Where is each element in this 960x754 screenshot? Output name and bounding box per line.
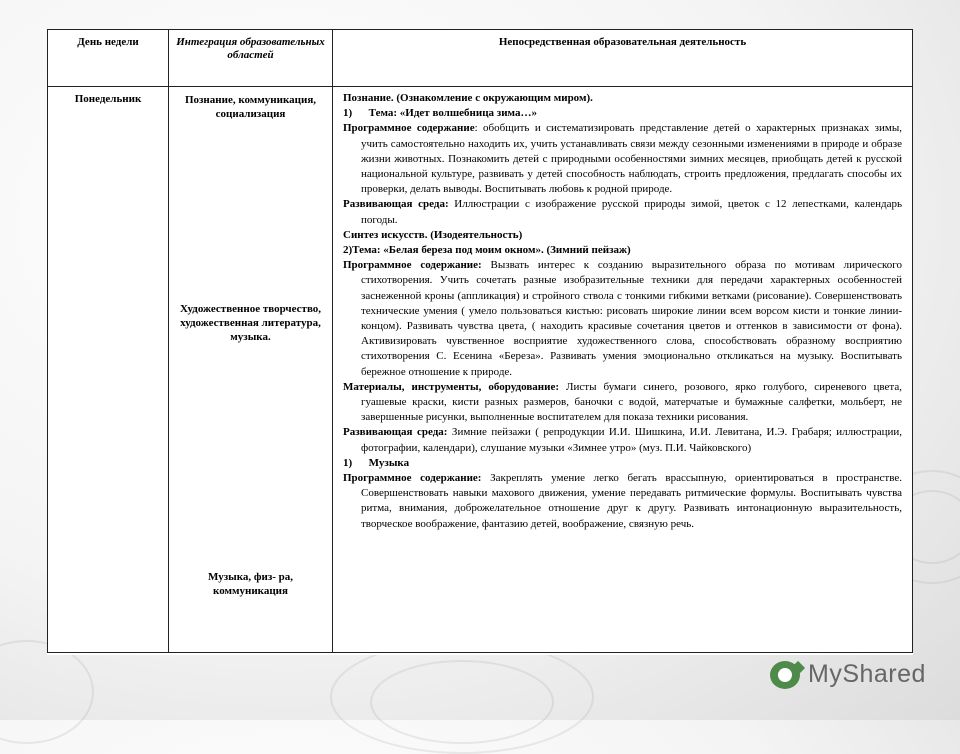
section-heading: Синтез искусств. (Изодеятельность) bbox=[343, 228, 523, 241]
myshared-logo-icon bbox=[770, 661, 800, 689]
header-integration: Интеграция образовательных областей bbox=[169, 30, 333, 87]
paragraph-lead: Программное содержание bbox=[343, 122, 475, 135]
paragraph-lead: Развивающая среда: bbox=[343, 426, 448, 439]
paragraph-lead: Программное содержание: bbox=[343, 259, 482, 272]
watermark-text: MyShared bbox=[808, 660, 926, 688]
integration-area: Познание, коммуникация, социализация bbox=[184, 94, 317, 120]
document-page bbox=[47, 29, 913, 655]
program-content bbox=[343, 471, 902, 532]
myshared-watermark bbox=[770, 660, 926, 689]
cell-integration bbox=[169, 87, 333, 653]
table-header-row bbox=[48, 30, 913, 87]
table-row bbox=[48, 87, 913, 653]
paragraph-text: Вызвать интерес к созданию выразительного образа по мотивам лирического стихотворения. Учить сочетать разные изобразительные техники для передачи характерных особенностей заснеженной кроны (аппликация) и стройного ствола с тонкими гибкими ветками (рисование). Совершенствовать технические умения ( умело пользоваться кистью: рисовать широкие линии всем ворсом кисти и тонкие линии- концом). Развивать чувства цвета, ( находить красивые сочетания цветов и оттенков в зависимости от фона). Активизировать чувственное восприятие художественного слова, способствовать образному восприятию стихотворения С. Есенина «Береза». Развивать умения эмоционально откликаться на музыку. Воспитывать бережное отношение к природе. bbox=[361, 259, 902, 378]
paragraph-lead: Развивающая среда: bbox=[343, 198, 449, 211]
cell-day: Понедельник bbox=[48, 87, 169, 653]
paragraph-text: Зимние пейзажи ( репродукции И.И. Шишкина, И.И. Левитана, И.Э. Грабаря; иллюстрации, фотографии, календари), слушание музыки «Зимнее утро» (муз. П.И. Чайковского) bbox=[361, 426, 902, 454]
ripple-ring bbox=[0, 640, 94, 744]
lesson-plan-table bbox=[47, 29, 913, 653]
paragraph-text: Закреплять умение легко бегать врассыпную, ориентироваться в пространстве. Совершенствовать навыки махового движения, умение передавать ритмические формулы. Воспитывать чувства ритма, внимания, доброжелательное отношение друг к другу. Развивать интонационную выразительность, творческое воображение, фантазию детей, воображение, связную речь. bbox=[361, 472, 902, 530]
paragraph-lead: Материалы, инструменты, оборудование: bbox=[343, 380, 559, 393]
paragraph-text: : обобщить и систематизировать представление детей о характерных признаках зимы, учить самостоятельно находить их, учить устанавливать связи между сезонными изменениями в природе и образе жизни животных. Познакомить детей с природными особенностями зимних месяцев, приобщать детей к русской национальной культуре, развивать у детей способность наблюдать, строить предложения, предлагать способы их проверки, делать выводы. Воспитывать любовь к родной природе. bbox=[361, 122, 902, 196]
environment bbox=[343, 197, 902, 227]
environment bbox=[343, 425, 902, 455]
topic-text: Тема: «Идет волшебница зима…» bbox=[368, 107, 537, 120]
section-heading: Познание. (Ознакомление с окружающим миром). bbox=[343, 92, 593, 104]
topic-line bbox=[343, 106, 902, 121]
list-number: 1) bbox=[343, 456, 353, 469]
topic-text: Музыка bbox=[368, 456, 410, 469]
header-activity: Непосредственная образовательная деятельность bbox=[333, 30, 913, 87]
paragraph-text: Иллюстрации с изображение русской природы зимой, цветок с 12 лепестками, календарь погоды. bbox=[361, 198, 902, 226]
paragraph-lead: Программное содержание: bbox=[343, 472, 482, 485]
list-number: 1) bbox=[343, 107, 353, 120]
topic-line: 2)Тема: «Белая береза под моим окном». (Зимний пейзаж) bbox=[343, 244, 631, 257]
integration-area: Музыка, физ- ра, коммуникация bbox=[207, 571, 294, 597]
integration-area: Художественное творчество, художественная литература, музыка. bbox=[179, 303, 322, 343]
cell-activity bbox=[333, 87, 913, 653]
ripple-ring bbox=[370, 660, 554, 744]
topic-line bbox=[343, 456, 902, 471]
program-content bbox=[343, 121, 902, 197]
header-day: День недели bbox=[48, 30, 169, 87]
paragraph-text: Листы бумаги синего, розового, ярко голубого, сиреневого цвета, гуашевые краски, кисти разных размеров, баночки с водой, матерчатые и бумажные салфетки, мольберт, не завершенные рисунки, выполненные воспитателем для показа техники рисования. bbox=[361, 380, 902, 424]
materials bbox=[343, 380, 902, 426]
program-content bbox=[343, 258, 902, 380]
